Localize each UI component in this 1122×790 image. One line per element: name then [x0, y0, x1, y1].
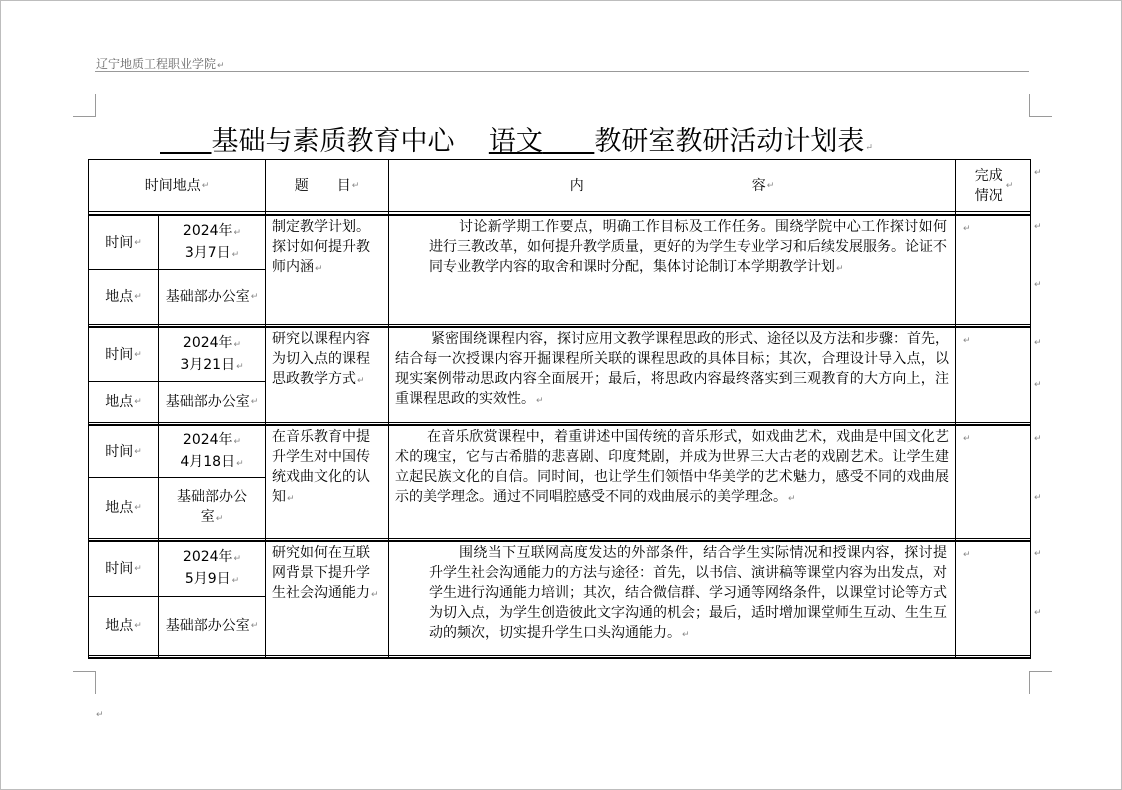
- row3-time-label: 时间 ↵: [105, 443, 142, 460]
- row2-place-label: 地点 ↵: [105, 394, 142, 410]
- crop-mark-bottom-right: [1029, 671, 1052, 694]
- row-end-mark: ↵: [1034, 549, 1042, 559]
- row4-content: 围绕当下互联网高度发达的外部条件，结合学生实际情况和授课内容，探讨提升学生社会沟通能力的方法与途径：首先，以书信、演讲稿等课堂内容为出发点，对学生进行沟通能力培训；其次，结合微信群、学习通等网络条件，以课堂讨论等方式为切入点，为学生创造彼此文字沟通的机会；最后，适时增加课堂师生互动、生生互动的频次，切实提升学生口头沟通能力。↵: [429, 545, 947, 641]
- row1-date: 2024年↵ 3月7日↵: [182, 222, 242, 261]
- paragraph-mark: ↵: [96, 710, 104, 720]
- row4-time-label: 时间 ↵: [105, 561, 142, 577]
- crop-mark-bottom-left: [73, 671, 96, 694]
- row2-time-label: 时间 ↵: [105, 346, 142, 363]
- row3-completion: ↵: [963, 434, 971, 444]
- row3-date: 2024年↵ 4月18日↵: [180, 431, 244, 470]
- title-blank-1: [160, 126, 212, 157]
- row4-date: 2024年↵ 5月9日↵: [182, 549, 242, 587]
- title-subject: 语文: [488, 126, 543, 157]
- row1-place-label: 地点 ↵: [105, 289, 142, 305]
- row2-place: 基础部办公室 ↵: [165, 394, 259, 410]
- header-topic: 题 目 ↵: [294, 177, 360, 194]
- activity-plan-table: [88, 159, 1031, 659]
- crop-mark-top-right: [1029, 94, 1052, 117]
- row-end-mark: ↵: [1034, 280, 1042, 290]
- row1-content: 讨论新学期工作要点，明确工作目标及工作任务。围绕学院中心工作探讨如何进行三教改革，如何提升教学质量，更好的为学生专业学习和后续发展服务。论证不同专业教学内容的取舍和课时分配，集体讨论制订本学期教学计划↵: [429, 219, 947, 275]
- row3-place: 基础部办公室↵: [177, 489, 247, 525]
- row2-content: 紧密围绕课程内容，探讨应用文教学课程思政的形式、途径以及方法和步骤：首先，结合每一次授课内容开掘课程所关联的课程思政的具体目标；其次，合理设计导入点，以现实案例带动思政内容全面展开；最后，将思政内容最终落实到三观教育的大方向上，注重课程思政的实效性。↵: [395, 331, 949, 407]
- row2-completion: ↵: [963, 336, 971, 346]
- row-end-mark: ↵: [1034, 434, 1042, 444]
- row4-place-label: 地点 ↵: [105, 618, 142, 634]
- row1-place: 基础部办公室 ↵: [165, 289, 259, 305]
- row-end-mark: ↵: [1034, 380, 1042, 390]
- row4-completion: ↵: [963, 550, 971, 560]
- row2-date: 2024年↵ 3月21日↵: [180, 334, 244, 373]
- row-end-mark: ↵: [1034, 168, 1042, 178]
- row1-topic: 制定教学计划。探讨如何提升教师内涵↵: [272, 219, 370, 275]
- row4-place: 基础部办公室 ↵: [165, 618, 259, 634]
- row2-topic: 研究以课程内容为切入点的课程思政教学方式↵: [272, 331, 370, 387]
- row3-place-label: 地点 ↵: [105, 500, 142, 516]
- row1-completion: ↵: [963, 224, 971, 234]
- header-school-name: 辽宁地质工程职业学院↵: [96, 57, 225, 71]
- header-completion: 完成情况 ↵: [974, 167, 1014, 204]
- row-end-mark: ↵: [1034, 608, 1042, 618]
- row-end-mark: ↵: [1034, 338, 1042, 348]
- title-blank-2: [543, 126, 595, 157]
- title-center: 基础与素质教育中心: [211, 126, 455, 157]
- title-tail: 教研室教研活动计划表: [594, 126, 865, 157]
- row1-time-label: 时间 ↵: [105, 234, 142, 251]
- row-end-mark: ↵: [1034, 222, 1042, 232]
- row-end-mark: ↵: [1034, 493, 1042, 503]
- header-time-place: 时间地点 ↵: [144, 177, 210, 194]
- header-content: 内 容 ↵: [569, 177, 775, 194]
- row3-content: 在音乐欣赏课程中，着重讲述中国传统的音乐形式，如戏曲艺术，戏曲是中国文化艺术的瑰宝，它与古希腊的悲喜剧、印度梵剧，并成为世界三大古老的戏剧艺术。让学生建立起民族文化的自信。同时间，也让学生们领悟中华美学的艺术魅力，感受不同的戏曲展示的美学理念。通过不同唱腔感受不同的戏曲展示的美学理念。↵: [395, 429, 949, 505]
- row4-topic: 研究如何在互联网背景下提升学生社会沟通能力↵: [272, 545, 379, 601]
- crop-mark-top-left: [73, 94, 96, 117]
- document-title: 基础与素质教育中心 语文 教研室教研活动计划表↵: [160, 119, 873, 158]
- row3-topic: 在音乐教育中提升学生对中国传统戏曲文化的认知↵: [272, 429, 370, 505]
- header-rule: [95, 71, 1029, 72]
